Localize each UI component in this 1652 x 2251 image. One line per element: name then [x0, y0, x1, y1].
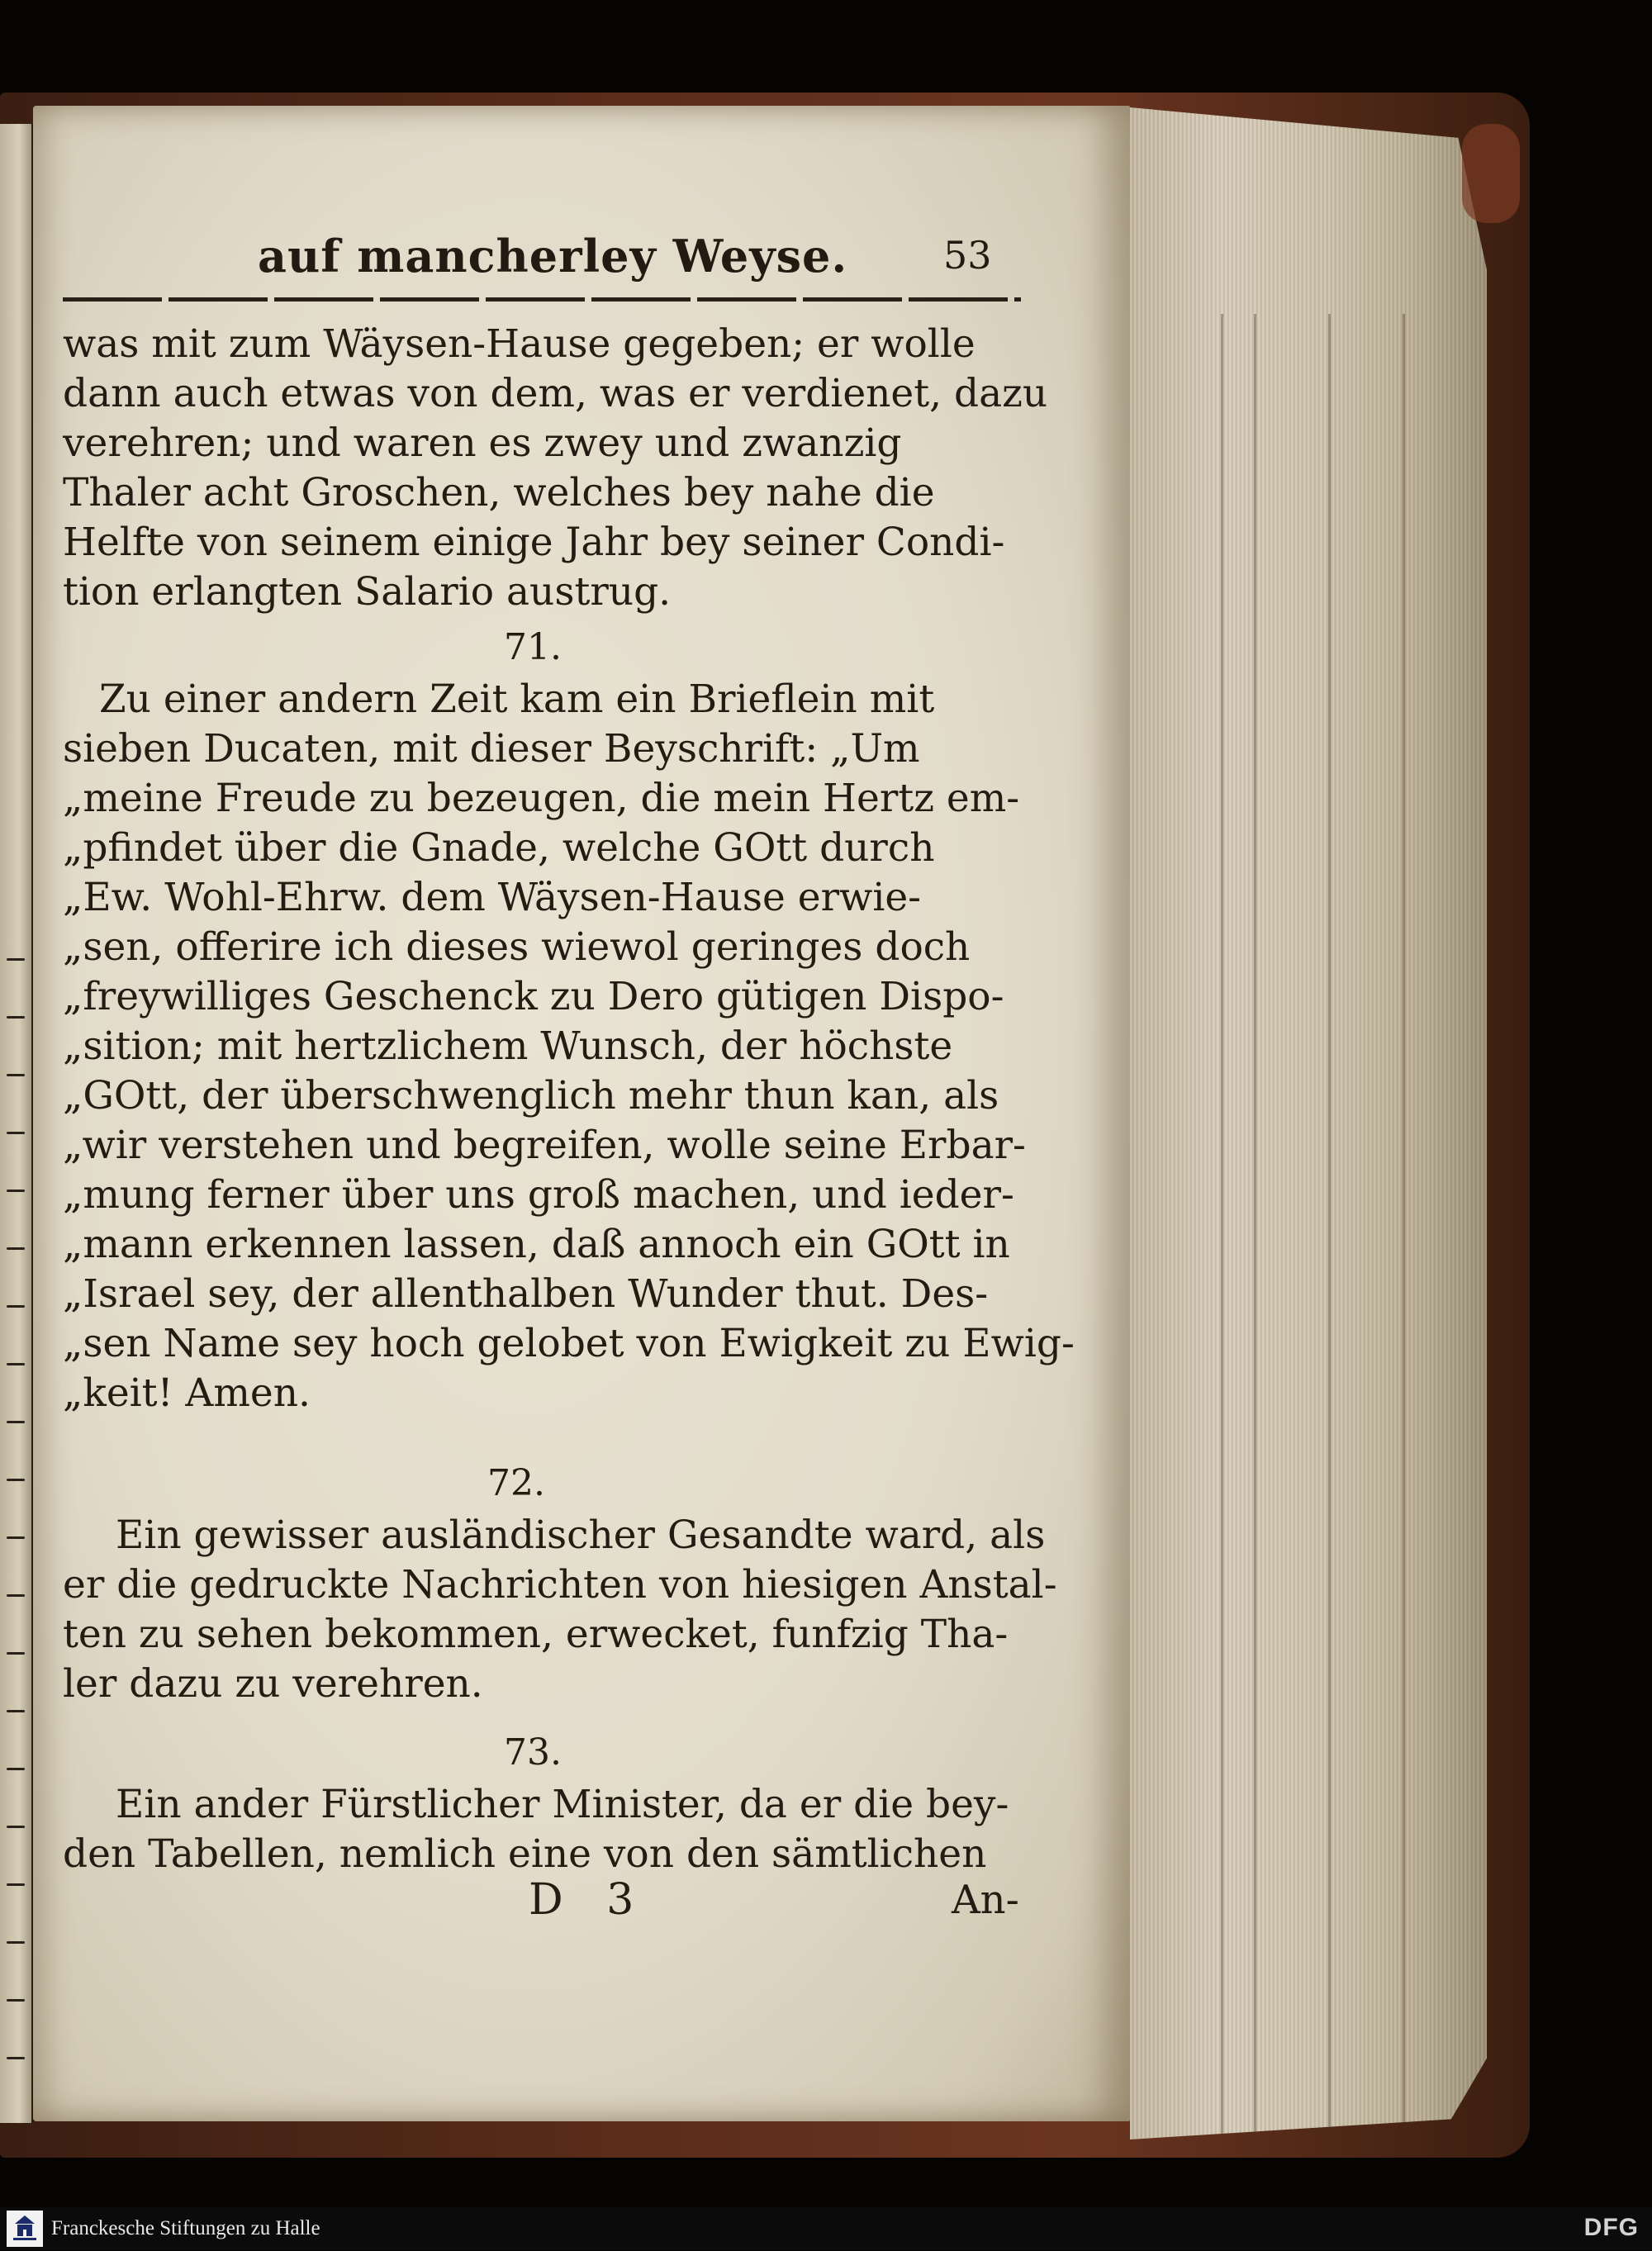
text-line: „pfindet über die Gnade, welche GOtt durch	[63, 825, 935, 871]
left-page-text-marks	[3, 124, 28, 2123]
signature-mark: D 3	[529, 1875, 649, 1925]
text-line: verehren; und waren es zwey und zwanzig	[63, 420, 902, 466]
building-icon	[7, 2211, 43, 2247]
text-line: ten zu sehen bekommen, erwecket, funfzig Tha-	[63, 1612, 1009, 1657]
text-line: „mann erkennen lassen, daß annoch ein GOtt in	[63, 1222, 1010, 1267]
text-line: was mit zum Wäysen-Hause gegeben; er wolle	[63, 321, 976, 367]
running-head: auf mancherley Weyse.	[258, 230, 848, 283]
text-line: sieben Ducaten, mit dieser Beyschrift: „Um	[63, 726, 920, 772]
cover-wear	[1462, 124, 1520, 223]
text-line: „sen Name sey hoch gelobet von Ewigkeit zu Ewig-	[63, 1321, 1075, 1366]
header-rule	[63, 297, 1021, 302]
text-line: Helfte von seinem einige Jahr bey seiner Condi-	[63, 520, 1005, 565]
page-number: 53	[943, 233, 992, 278]
text-line: Zu einer andern Zeit kam ein Brieflein mit	[99, 677, 935, 722]
fore-edge-line	[1403, 314, 1405, 2214]
dfg-logo: DFG	[1583, 2214, 1639, 2241]
paragraph-number: 71.	[504, 626, 562, 668]
text-line: „mung ferner über uns groß machen, und ieder-	[63, 1172, 1014, 1218]
text-line: „sition; mit hertzlichem Wunsch, der höchste	[63, 1023, 953, 1069]
footer-bar	[0, 2207, 1652, 2250]
paragraph-number: 73.	[504, 1731, 562, 1774]
fore-edge-line	[1221, 314, 1223, 2214]
text-line: „Israel sey, der allenthalben Wunder thut. Des-	[63, 1271, 989, 1317]
text-line: Ein gewisser ausländischer Gesandte ward, als	[116, 1513, 1046, 1558]
institution-name: Franckesche Stiftungen zu Halle	[51, 2217, 320, 2239]
fore-edge-line	[1328, 314, 1331, 2214]
catchword: An-	[952, 1877, 1019, 1923]
text-line: den Tabellen, nemlich eine von den sämtlichen	[63, 1831, 987, 1877]
text-line: „meine Freude zu bezeugen, die mein Hertz em-	[63, 776, 1020, 821]
left-page-edge	[0, 124, 34, 2123]
text-line: er die gedruckte Nachrichten von hiesigen Anstal-	[63, 1562, 1057, 1608]
text-line: „GOtt, der überschwenglich mehr thun kan, als	[63, 1073, 999, 1118]
paragraph-number: 72.	[487, 1462, 545, 1504]
text-line: ler dazu zu verehren.	[63, 1661, 483, 1707]
text-line: „freywilliges Geschenck zu Dero gütigen Dispo-	[63, 974, 1004, 1019]
text-line: „wir verstehen und begreifen, wolle seine Erbar-	[63, 1123, 1026, 1168]
text-line: „keit! Amen.	[63, 1370, 311, 1416]
text-line: Thaler acht Groschen, welches bey nahe die	[63, 470, 935, 515]
page-fore-edge	[1130, 107, 1487, 2139]
text-line: Ein ander Fürstlicher Minister, da er die bey-	[116, 1782, 1009, 1827]
text-line: tion erlangten Salario austrug.	[63, 569, 672, 615]
text-line: „Ew. Wohl-Ehrw. dem Wäysen-Hause erwie-	[63, 875, 922, 920]
text-line: „sen, offerire ich dieses wiewol geringes doch	[63, 924, 971, 970]
institution-logo-icon	[7, 2211, 43, 2247]
fore-edge-line	[1254, 314, 1256, 2214]
text-line: dann auch etwas von dem, was er verdienet, dazu	[63, 371, 1048, 416]
